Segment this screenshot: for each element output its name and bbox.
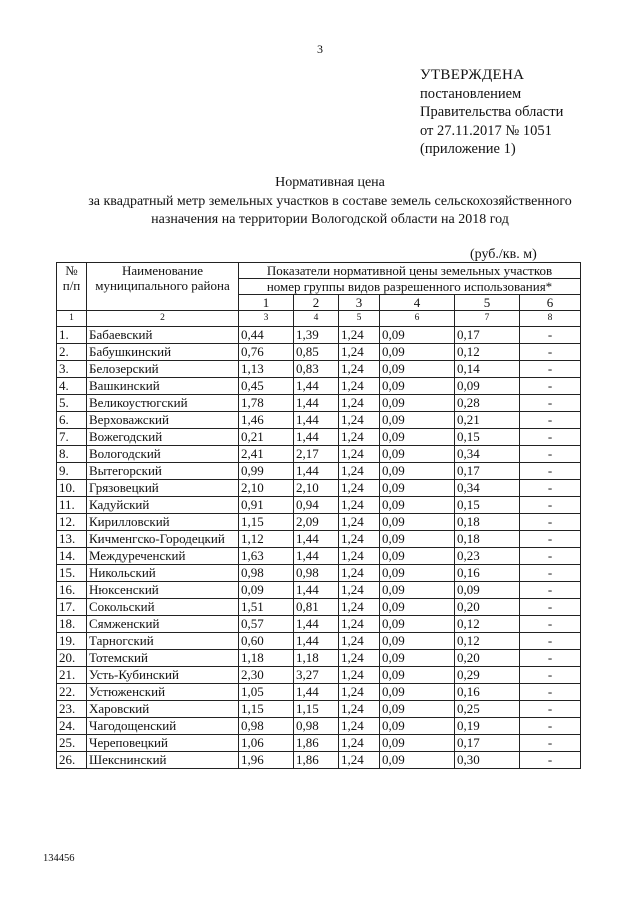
price-value: 1,24 (339, 446, 380, 463)
price-value: 0,09 (380, 650, 455, 667)
district-name: Междуреченский (87, 548, 239, 565)
price-value: 1,06 (239, 735, 294, 752)
title-line: за квадратный метр земельных участков в составе земель сельскохозяйственного (88, 193, 572, 209)
price-value: - (520, 548, 581, 565)
price-value: 3,27 (294, 667, 339, 684)
page-number: 3 (317, 42, 323, 56)
price-value: 1,46 (239, 412, 294, 429)
row-number: 19. (57, 633, 87, 650)
price-value: 2,30 (239, 667, 294, 684)
price-value: 2,41 (239, 446, 294, 463)
price-value: 0,09 (380, 582, 455, 599)
table-row (57, 412, 581, 429)
price-value: 0,16 (455, 684, 520, 701)
row-number: 8. (57, 446, 87, 463)
price-value: 1,24 (339, 395, 380, 412)
price-value: 0,09 (380, 701, 455, 718)
row-number: 24. (57, 718, 87, 735)
price-value: 1,24 (339, 565, 380, 582)
price-value: 0,09 (380, 514, 455, 531)
price-value: 1,44 (294, 531, 339, 548)
price-value: 1,44 (294, 378, 339, 395)
price-value: 1,24 (339, 531, 380, 548)
price-value: 1,15 (239, 514, 294, 531)
table-row (57, 344, 581, 361)
price-value: 1,44 (294, 684, 339, 701)
price-value: 1,24 (339, 429, 380, 446)
title-line: назначения на территории Вологодской области на 2018 год (151, 212, 509, 227)
price-value: 1,18 (294, 650, 339, 667)
row-number: 18. (57, 616, 87, 633)
price-value: 0,09 (380, 497, 455, 514)
group-number: 5 (455, 295, 520, 311)
price-value: 0,21 (455, 412, 520, 429)
document-title (40, 174, 620, 230)
column-index: 8 (520, 311, 581, 327)
price-value: - (520, 667, 581, 684)
price-value: 0,57 (239, 616, 294, 633)
price-value: 1,24 (339, 412, 380, 429)
row-number: 20. (57, 650, 87, 667)
price-value: - (520, 701, 581, 718)
price-value: - (520, 650, 581, 667)
row-number: 11. (57, 497, 87, 514)
price-value: - (520, 327, 581, 344)
price-value: 0,09 (380, 429, 455, 446)
price-value: 2,17 (294, 446, 339, 463)
column-index: 5 (339, 311, 380, 327)
price-value: 0,15 (455, 497, 520, 514)
price-value: 1,39 (294, 327, 339, 344)
table-row (57, 378, 581, 395)
price-value: 1,24 (339, 633, 380, 650)
price-value: 0,98 (294, 565, 339, 582)
price-value: 1,51 (239, 599, 294, 616)
row-number: 21. (57, 667, 87, 684)
price-value: 0,60 (239, 633, 294, 650)
price-value: - (520, 735, 581, 752)
price-value: 0,91 (239, 497, 294, 514)
district-name: Усть-Кубинский (87, 667, 239, 684)
price-value: - (520, 599, 581, 616)
group-number: 6 (520, 295, 581, 311)
price-value: 0,34 (455, 480, 520, 497)
row-number: 25. (57, 735, 87, 752)
price-value: 1,44 (294, 429, 339, 446)
price-value: 0,44 (239, 327, 294, 344)
price-value: 0,98 (294, 718, 339, 735)
price-value: 0,09 (380, 378, 455, 395)
price-value: 0,98 (239, 565, 294, 582)
row-number: 4. (57, 378, 87, 395)
column-index: 3 (239, 311, 294, 327)
row-number: 16. (57, 582, 87, 599)
district-name: Грязовецкий (87, 480, 239, 497)
price-value: 0,98 (239, 718, 294, 735)
district-name: Никольский (87, 565, 239, 582)
district-name: Тарногский (87, 633, 239, 650)
price-value: 1,24 (339, 650, 380, 667)
approval-heading: УТВЕРЖДЕНА (420, 67, 525, 83)
group-number: 3 (339, 295, 380, 311)
price-value: 2,09 (294, 514, 339, 531)
table-row (57, 480, 581, 497)
price-value: 1,24 (339, 497, 380, 514)
price-value: - (520, 684, 581, 701)
row-number: 1. (57, 327, 87, 344)
table-row (57, 752, 581, 769)
row-number: 10. (57, 480, 87, 497)
price-value: - (520, 429, 581, 446)
price-value: 1,78 (239, 395, 294, 412)
table-row (57, 531, 581, 548)
price-value: - (520, 633, 581, 650)
price-value: 1,24 (339, 735, 380, 752)
price-value: 1,96 (239, 752, 294, 769)
table-row (57, 616, 581, 633)
price-value: 0,09 (380, 446, 455, 463)
price-value: 1,44 (294, 633, 339, 650)
price-value: 0,17 (455, 735, 520, 752)
price-value: 1,24 (339, 548, 380, 565)
price-value: 0,18 (455, 514, 520, 531)
price-value: 0,94 (294, 497, 339, 514)
header-district-name: Наименование муниципального района (87, 263, 239, 311)
table-row (57, 327, 581, 344)
price-value: 0,99 (239, 463, 294, 480)
price-value: 0,81 (294, 599, 339, 616)
price-value: 0,09 (380, 667, 455, 684)
column-index: 7 (455, 311, 520, 327)
header-group: номер группы видов разрешенного использования* (239, 279, 581, 295)
price-value: - (520, 531, 581, 548)
price-value: 1,24 (339, 327, 380, 344)
district-name: Устюженский (87, 684, 239, 701)
price-value: 0,09 (380, 531, 455, 548)
price-value: - (520, 344, 581, 361)
price-value: 0,09 (380, 616, 455, 633)
price-value: 0,09 (455, 582, 520, 599)
price-value: 0,09 (380, 718, 455, 735)
price-value: 0,17 (455, 327, 520, 344)
price-value: 1,44 (294, 616, 339, 633)
price-value: 0,21 (239, 429, 294, 446)
row-number: 9. (57, 463, 87, 480)
price-value: 0,12 (455, 616, 520, 633)
price-value: 0,45 (239, 378, 294, 395)
price-value: - (520, 565, 581, 582)
approval-block (420, 66, 563, 159)
approval-line: от 27.11.2017 № 1051 (420, 122, 552, 139)
price-value: 0,09 (380, 633, 455, 650)
district-name: Сямженский (87, 616, 239, 633)
price-value: 0,20 (455, 599, 520, 616)
table-row (57, 633, 581, 650)
price-value: 0,30 (455, 752, 520, 769)
price-value: 0,29 (455, 667, 520, 684)
price-value: 0,09 (380, 395, 455, 412)
row-number: 26. (57, 752, 87, 769)
approval-line: (приложение 1) (420, 141, 516, 157)
district-name: Кадуйский (87, 497, 239, 514)
price-value: - (520, 412, 581, 429)
price-value: 1,18 (239, 650, 294, 667)
table-body (57, 327, 581, 769)
price-value: 1,24 (339, 480, 380, 497)
row-number: 22. (57, 684, 87, 701)
table-row (57, 463, 581, 480)
price-value: 0,09 (380, 735, 455, 752)
row-number: 15. (57, 565, 87, 582)
district-name: Бабаевский (87, 327, 239, 344)
district-name: Вытегорский (87, 463, 239, 480)
title-line: Нормативная цена (275, 175, 385, 190)
price-value: 0,09 (380, 463, 455, 480)
price-value: 0,25 (455, 701, 520, 718)
price-value: 0,19 (455, 718, 520, 735)
table-row (57, 667, 581, 684)
table-row (57, 582, 581, 599)
price-value: - (520, 497, 581, 514)
price-value: 1,24 (339, 718, 380, 735)
price-value: 1,24 (339, 514, 380, 531)
district-name: Сокольский (87, 599, 239, 616)
footer-code: 134456 (43, 853, 75, 864)
group-number: 1 (239, 295, 294, 311)
price-value: 1,24 (339, 463, 380, 480)
price-value: 1,24 (339, 701, 380, 718)
district-name: Бабушкинский (87, 344, 239, 361)
price-value: 1,05 (239, 684, 294, 701)
price-value: 0,09 (380, 327, 455, 344)
price-value: 0,09 (380, 599, 455, 616)
price-value: 1,24 (339, 378, 380, 395)
table-row (57, 361, 581, 378)
district-name: Вожегодский (87, 429, 239, 446)
row-number: 12. (57, 514, 87, 531)
price-value: 1,24 (339, 361, 380, 378)
column-index: 2 (87, 311, 239, 327)
row-number: 23. (57, 701, 87, 718)
price-value: - (520, 616, 581, 633)
district-name: Чагодощенский (87, 718, 239, 735)
price-value: 0,28 (455, 395, 520, 412)
price-value: 0,16 (455, 565, 520, 582)
price-value: 1,15 (294, 701, 339, 718)
row-number: 13. (57, 531, 87, 548)
table-row (57, 718, 581, 735)
price-value: 1,24 (339, 616, 380, 633)
price-value: 0,09 (380, 344, 455, 361)
column-index: 6 (380, 311, 455, 327)
price-value: - (520, 378, 581, 395)
table-row (57, 565, 581, 582)
price-value: - (520, 446, 581, 463)
district-name: Белозерский (87, 361, 239, 378)
price-value: 0,09 (239, 582, 294, 599)
table-row (57, 599, 581, 616)
price-value: 1,63 (239, 548, 294, 565)
price-value: 0,09 (380, 412, 455, 429)
district-name: Тотемский (87, 650, 239, 667)
price-value: - (520, 514, 581, 531)
price-value: - (520, 395, 581, 412)
price-value: 0,20 (455, 650, 520, 667)
price-value: 1,44 (294, 395, 339, 412)
price-value: 1,44 (294, 412, 339, 429)
header-indicators: Показатели нормативной цены земельных участков (239, 263, 581, 279)
price-value: - (520, 480, 581, 497)
table-row (57, 684, 581, 701)
district-name: Великоустюгский (87, 395, 239, 412)
price-value: 1,24 (339, 752, 380, 769)
price-value: 0,15 (455, 429, 520, 446)
price-value: 0,83 (294, 361, 339, 378)
price-value: 1,86 (294, 752, 339, 769)
approval-line: постановлением (420, 85, 522, 102)
price-value: - (520, 582, 581, 599)
table-row (57, 514, 581, 531)
price-value: 0,85 (294, 344, 339, 361)
price-value: 0,12 (455, 633, 520, 650)
row-number: 3. (57, 361, 87, 378)
price-value: 1,86 (294, 735, 339, 752)
district-name: Кирилловский (87, 514, 239, 531)
row-number: 2. (57, 344, 87, 361)
price-value: 0,34 (455, 446, 520, 463)
table-row (57, 497, 581, 514)
row-number: 14. (57, 548, 87, 565)
table-row (57, 548, 581, 565)
row-number: 7. (57, 429, 87, 446)
table-row (57, 650, 581, 667)
price-value: - (520, 752, 581, 769)
district-name: Харовский (87, 701, 239, 718)
price-value: 0,23 (455, 548, 520, 565)
approval-line: Правительства области (420, 104, 564, 120)
district-name: Вашкинский (87, 378, 239, 395)
price-value: 1,44 (294, 582, 339, 599)
price-value: 1,24 (339, 344, 380, 361)
price-value: 0,09 (380, 752, 455, 769)
column-index-row (57, 311, 581, 327)
price-value: 0,09 (455, 378, 520, 395)
price-value: 0,09 (380, 480, 455, 497)
table-row (57, 446, 581, 463)
price-value: 2,10 (294, 480, 339, 497)
price-value: 1,44 (294, 548, 339, 565)
price-value: - (520, 463, 581, 480)
price-value: 1,24 (339, 582, 380, 599)
column-index: 4 (294, 311, 339, 327)
group-number: 4 (380, 295, 455, 311)
price-value: - (520, 361, 581, 378)
price-value: 0,76 (239, 344, 294, 361)
table-row (57, 701, 581, 718)
price-value: 0,09 (380, 361, 455, 378)
price-value: 0,17 (455, 463, 520, 480)
row-number: 17. (57, 599, 87, 616)
price-value: 1,24 (339, 667, 380, 684)
price-value: 0,09 (380, 548, 455, 565)
price-value: 1,24 (339, 599, 380, 616)
price-value: 2,10 (239, 480, 294, 497)
table-row (57, 429, 581, 446)
price-value: 0,09 (380, 565, 455, 582)
district-name: Шекснинский (87, 752, 239, 769)
price-value: 0,18 (455, 531, 520, 548)
table-row (57, 735, 581, 752)
header-number: № п/п (57, 263, 87, 311)
district-name: Кичменгско-Городецкий (87, 531, 239, 548)
price-value: 1,12 (239, 531, 294, 548)
district-name: Череповецкий (87, 735, 239, 752)
price-value: - (520, 718, 581, 735)
price-table (56, 262, 581, 769)
district-name: Верховажский (87, 412, 239, 429)
price-value: 1,15 (239, 701, 294, 718)
price-value: 1,13 (239, 361, 294, 378)
table-row (57, 395, 581, 412)
row-number: 6. (57, 412, 87, 429)
price-value: 0,14 (455, 361, 520, 378)
column-index: 1 (57, 311, 87, 327)
row-number: 5. (57, 395, 87, 412)
unit-label: (руб./кв. м) (470, 247, 537, 262)
price-value: 0,09 (380, 684, 455, 701)
district-name: Нюксенский (87, 582, 239, 599)
district-name: Вологодский (87, 446, 239, 463)
price-value: 0,12 (455, 344, 520, 361)
price-value: 1,24 (339, 684, 380, 701)
price-value: 1,44 (294, 463, 339, 480)
group-number: 2 (294, 295, 339, 311)
